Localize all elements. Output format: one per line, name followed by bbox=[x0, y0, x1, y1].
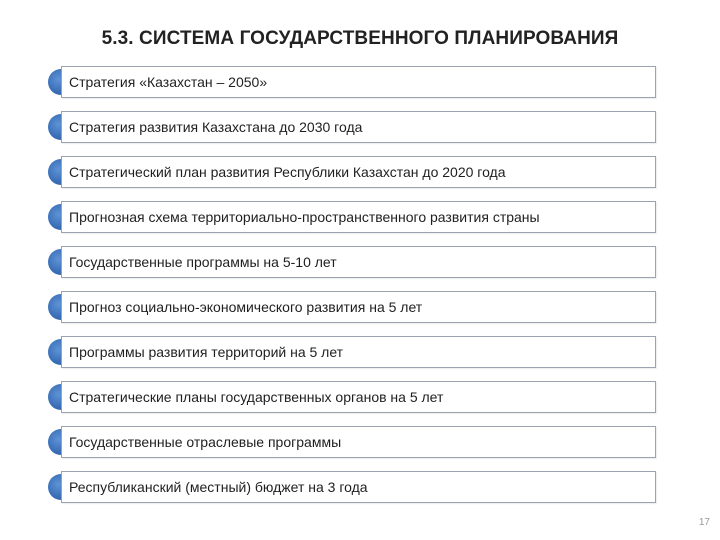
list-item-label: Государственные отраслевые программы bbox=[69, 434, 342, 450]
list-item-box bbox=[61, 471, 656, 503]
list-item-label: Государственные программы на 5-10 лет bbox=[69, 254, 337, 270]
list-item bbox=[48, 156, 656, 188]
list-item-box bbox=[61, 201, 656, 233]
list-item-box bbox=[61, 66, 656, 98]
list-item-label: Стратегия «Казахстан – 2050» bbox=[69, 74, 268, 90]
list-item bbox=[48, 336, 656, 368]
list-item bbox=[48, 381, 656, 413]
list-item bbox=[48, 246, 656, 278]
list-item-label: Прогнозная схема территориально-пространственного развития страны bbox=[69, 209, 540, 225]
list-item-box bbox=[61, 111, 656, 143]
list-item-label: Программы развития территорий на 5 лет bbox=[69, 344, 344, 360]
list-item-box bbox=[61, 426, 656, 458]
page-number: 17 bbox=[698, 517, 710, 528]
list-item-label: Стратегия развития Казахстана до 2030 года bbox=[69, 119, 363, 135]
list-item-box bbox=[61, 291, 656, 323]
list-item-box bbox=[61, 246, 656, 278]
list-item bbox=[48, 111, 656, 143]
list-item bbox=[48, 291, 656, 323]
list-item-label: Республиканский (местный) бюджет на 3 года bbox=[69, 479, 368, 495]
list-item-label: Стратегические планы государственных органов на 5 лет bbox=[69, 389, 444, 405]
list-item bbox=[48, 201, 656, 233]
list-item-label: Прогноз социально-экономического развития на 5 лет bbox=[69, 299, 423, 315]
slide-title: 5.3. СИСТЕМА ГОСУДАРСТВЕННОГО ПЛАНИРОВАНИЯ bbox=[101, 28, 619, 49]
list-item bbox=[48, 426, 656, 458]
list-item bbox=[48, 471, 656, 503]
list-item-box bbox=[61, 336, 656, 368]
list-item bbox=[48, 66, 656, 98]
list-item-box bbox=[61, 156, 656, 188]
list-item-box bbox=[61, 381, 656, 413]
list-item-label: Стратегический план развития Республики Казахстан до 2020 года bbox=[69, 164, 506, 180]
